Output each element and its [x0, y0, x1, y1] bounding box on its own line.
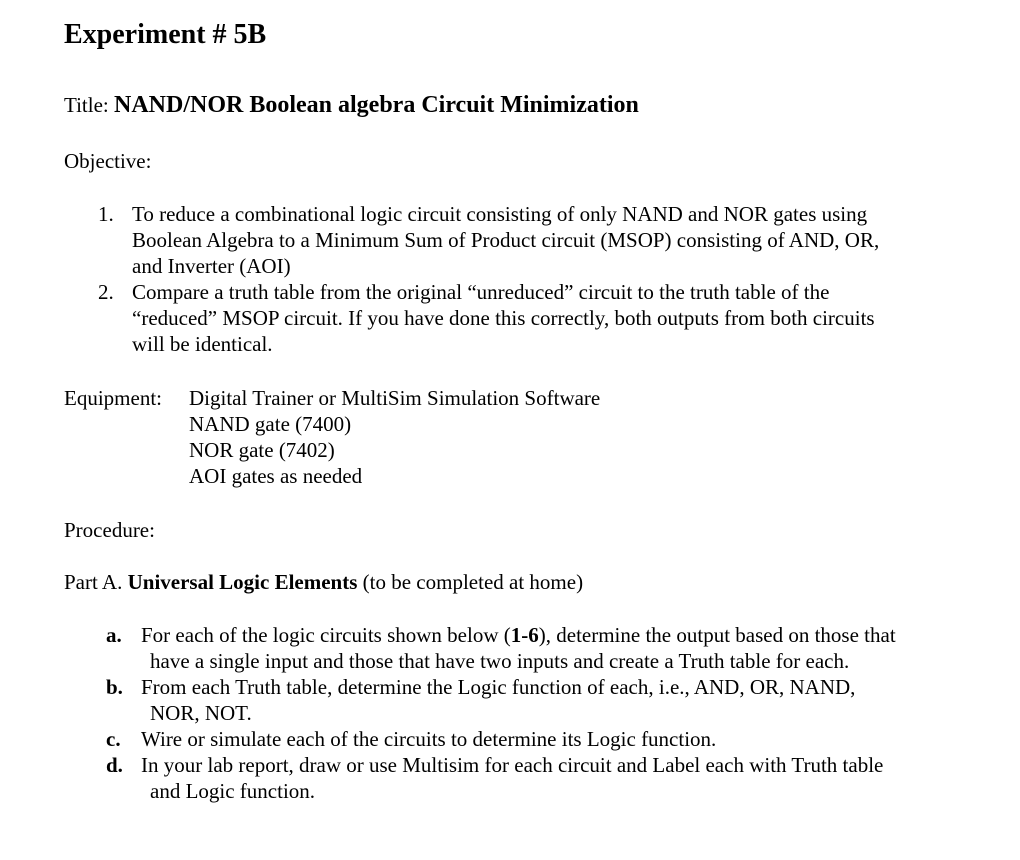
- equipment-item: Digital Trainer or MultiSim Simulation Software: [189, 386, 601, 410]
- equipment-item: NAND gate (7400): [189, 412, 352, 436]
- equipment-label: Equipment:: [64, 386, 162, 410]
- part-a-prefix: Part A.: [64, 570, 123, 594]
- step-bold-range: 1-6: [510, 623, 539, 647]
- part-a-suffix: (to be completed at home): [362, 570, 584, 594]
- objective-line: will be identical.: [132, 332, 273, 356]
- step-letter: c.: [106, 727, 121, 751]
- step-letter: a.: [106, 623, 122, 647]
- step-line: Wire or simulate each of the circuits to determine its Logic function.: [141, 727, 717, 751]
- step-line: In your lab report, draw or use Multisim for each circuit and Label each with Truth table: [141, 753, 884, 777]
- step-line: [141, 622, 964, 648]
- step-letter: b.: [106, 675, 123, 699]
- experiment-heading: Experiment # 5B: [64, 19, 267, 50]
- procedure-step-a: [64, 622, 964, 674]
- procedure-label: Procedure:: [64, 518, 155, 542]
- objective-number: 2.: [98, 280, 114, 304]
- step-text: ), determine the output based on those that: [538, 623, 896, 647]
- procedure-step-c: [64, 726, 964, 752]
- equipment-item: AOI gates as needed: [189, 464, 363, 488]
- equipment-item: NOR gate (7402): [189, 438, 335, 462]
- step-line: From each Truth table, determine the Logic function of each, i.e., AND, OR, NAND,: [141, 675, 856, 699]
- objective-line: To reduce a combinational logic circuit consisting of only NAND and NOR gates using: [132, 202, 868, 226]
- objective-line: “reduced” MSOP circuit. If you have done this correctly, both outputs from both circuits: [132, 306, 875, 330]
- part-a-title: Universal Logic Elements: [127, 570, 358, 594]
- objective-item-2: [64, 279, 964, 357]
- procedure-step-b: [64, 674, 964, 726]
- step-line: and Logic function.: [150, 779, 316, 803]
- objective-line: and Inverter (AOI): [132, 254, 291, 278]
- objective-label: Objective:: [64, 149, 152, 173]
- step-letter: d.: [106, 753, 123, 777]
- objective-number: 1.: [98, 202, 114, 226]
- procedure-steps: [64, 622, 964, 804]
- objective-line: Boolean Algebra to a Minimum Sum of Product circuit (MSOP) consisting of AND, OR,: [132, 228, 880, 252]
- step-text: For each of the logic circuits shown below (: [141, 623, 511, 647]
- step-line: have a single input and those that have two inputs and create a Truth table for each.: [150, 649, 850, 673]
- title-line: [64, 92, 639, 118]
- title-label: Title:: [64, 93, 109, 117]
- step-line: NOR, NOT.: [150, 701, 252, 725]
- objective-line: Compare a truth table from the original “unreduced” circuit to the truth table of the: [132, 280, 830, 304]
- objective-item-1: [64, 201, 964, 279]
- title-text: NAND/NOR Boolean algebra Circuit Minimization: [114, 92, 639, 118]
- equipment-list: [189, 385, 600, 489]
- procedure-step-d: [64, 752, 964, 804]
- part-a-heading: [64, 569, 583, 595]
- objective-list: [64, 201, 964, 357]
